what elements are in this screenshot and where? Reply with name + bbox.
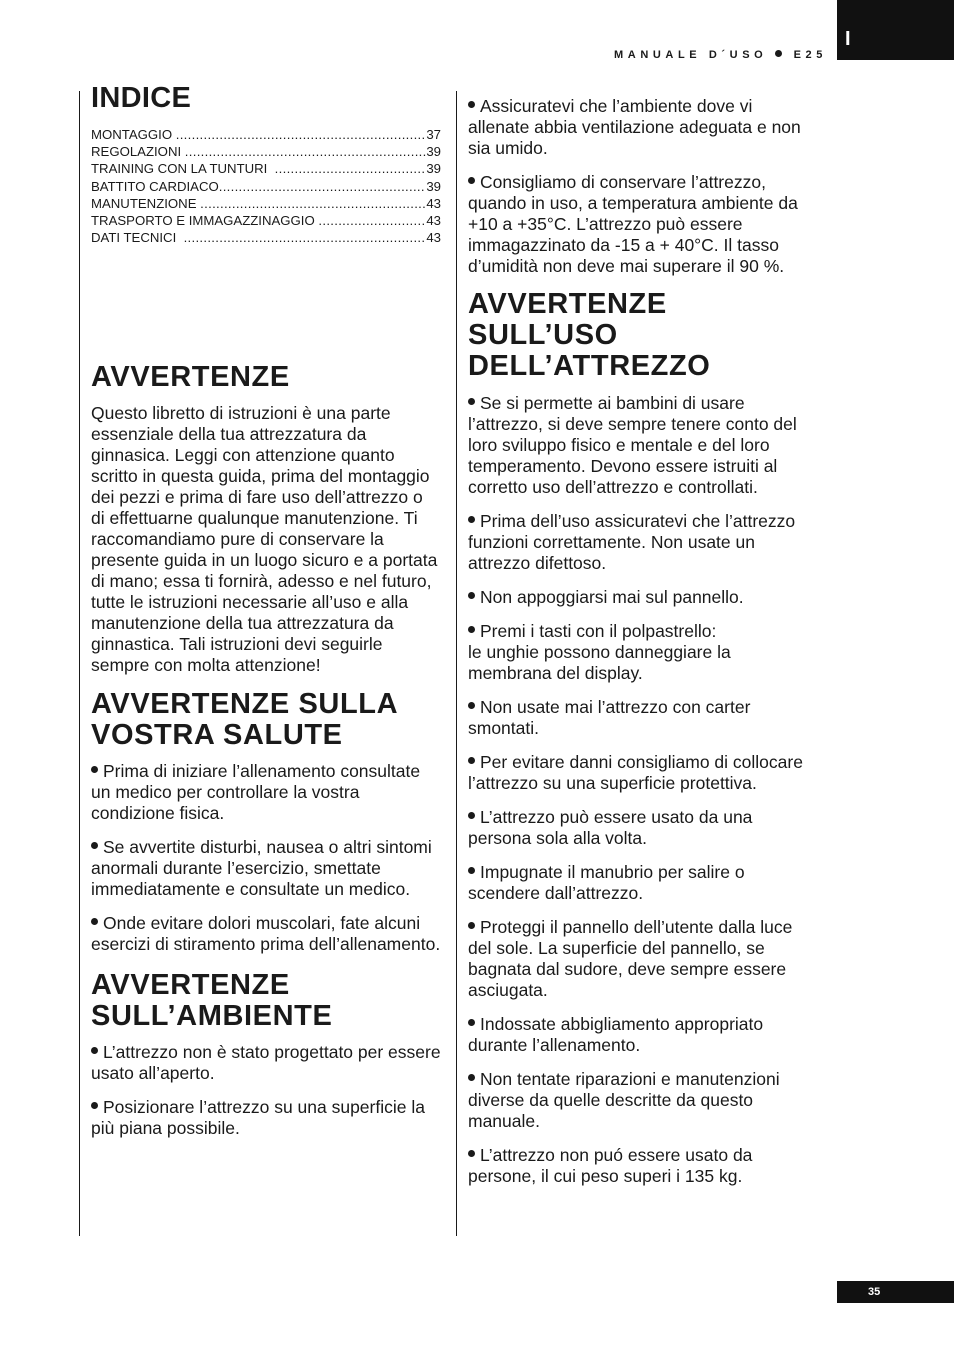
- bullet-dot-icon: [91, 1047, 98, 1054]
- bullet-dot-icon: [91, 842, 98, 849]
- environment-item: [91, 1042, 441, 1084]
- toc-entry-label: DATI TECNICI: [91, 230, 184, 246]
- bullet-dot-icon: [468, 177, 475, 184]
- right-column: [468, 96, 818, 1187]
- health-item-text: Onde evitare dolori muscolari, fate alcuni esercizi di stiramento prima dell’allenamento.: [91, 913, 441, 955]
- toc-entry-label: TRAINING CON LA TUNTURI: [91, 161, 275, 177]
- language-tab: [837, 0, 954, 60]
- usage-item-text: Non tentate riparazioni e manutenzioni diverse da quelle descritte da questo manuale.: [468, 1069, 780, 1131]
- toc-leader: [219, 178, 427, 195]
- environment-title: [91, 970, 441, 1032]
- usage-item-text: Impugnate il manubrio per salire o scendere dall’attrezzo.: [468, 862, 745, 903]
- usage-item: [468, 393, 818, 498]
- usage-title-line2: SULL’USO: [468, 319, 618, 351]
- left-column-rule: [79, 91, 80, 1236]
- environment-item: [468, 96, 818, 159]
- toc-entry-page: 37: [426, 127, 441, 142]
- usage-item-text: Indossate abbigliamento appropriato durante l’allenamento.: [468, 1014, 764, 1055]
- bullet-dot-icon: [468, 101, 475, 108]
- bullet-dot-icon: [91, 766, 98, 773]
- toc-entry-page: 43: [426, 195, 441, 211]
- toc-entry-page: 39: [426, 178, 441, 194]
- usage-item: [468, 752, 818, 794]
- usage-title-line1: AVVERTENZE: [468, 288, 667, 320]
- health-title: [91, 689, 441, 751]
- environment-item: [468, 172, 818, 277]
- bullet-dot-icon: [468, 757, 475, 764]
- environment-item-text: L’attrezzo non è stato progettato per essere usato all’aperto.: [91, 1042, 441, 1084]
- toc-entry-label: MONTAGGIO: [91, 127, 176, 142]
- usage-item-text: Proteggi il pannello dell’utente dalla luce del sole. La superficie del pannello, se bagnata dal sudore, deve sempre essere asciugata.: [468, 917, 793, 1000]
- bullet-dot-icon: [468, 1150, 475, 1157]
- warnings-body: Questo libretto di istruzioni è una parte essenziale della tua attrezzatura da ginnasica. Leggi con attenzione quanto scritto in questa guida, prima del montaggio dei pezzi e prima di fare uso dell’attrezzo o di effettuarne qualunque manutenzione. Ti raccomandiamo pure di conservare la presente guida in un luogo sicuro e a portata di mano; essa ti fornirà, adesso e nel futuro, tutte le istruzioni necessarie all’uso e alla manutenzione della tua attrezzatura da ginnastica. Tali istruzioni devi seguirle sempre con molta attenzione!: [91, 403, 438, 676]
- usage-item: [468, 1014, 818, 1056]
- bullet-dot-icon: [468, 592, 475, 599]
- health-item: [91, 837, 441, 900]
- language-tab-label: I: [845, 28, 851, 50]
- usage-item: [468, 917, 818, 1001]
- usage-item: [468, 621, 818, 684]
- usage-item-text: Premi i tasti con il polpastrello: le unghie possono danneggiare la membrana del display.: [468, 621, 731, 683]
- health-title-line2: VOSTRA SALUTE: [91, 719, 343, 752]
- manual-label: MANUALE D´USO: [614, 49, 768, 61]
- bullet-dot-icon: [468, 922, 475, 929]
- toc-leader: [184, 229, 427, 246]
- toc-entry-label: TRASPORTO E IMMAGAZZINAGGIO: [91, 213, 319, 229]
- bullet-dot-icon: [468, 1074, 475, 1081]
- toc-entry-label: MANUTENZIONE: [91, 195, 201, 211]
- bullet-dot-icon: [91, 1102, 98, 1109]
- running-header: [614, 49, 827, 61]
- left-column: [91, 82, 441, 1139]
- bullet-dot-icon: [468, 626, 475, 633]
- bullet-dot-icon: [468, 867, 475, 874]
- health-title-line1: AVVERTENZE SULLA: [91, 688, 399, 721]
- bullet-dot-icon: [775, 50, 782, 57]
- toc-leader: [185, 143, 427, 160]
- environment-item-text: Consigliamo di conservare l’attrezzo, quando in uso, a temperatura ambiente da +10 a +35°C. L’attrezzo può essere immagazzinato da -15 a + 40°C. Il tasso d’umidità non deve mai superare il 90 %.: [468, 172, 798, 276]
- usage-item: [468, 511, 818, 574]
- usage-item-text: Non usate mai l’attrezzo con carter smontati.: [468, 697, 751, 738]
- usage-item-text: Per evitare danni consigliamo di collocare l’attrezzo su una superficie protettiva.: [468, 752, 803, 793]
- environment-item-text: Posizionare l’attrezzo su una superficie la più piana possibile.: [91, 1097, 425, 1139]
- model-label: E25: [793, 49, 827, 61]
- warnings-title: AVVERTENZE: [91, 361, 290, 394]
- environment-title-line2: SULL’AMBIENTE: [91, 1000, 333, 1033]
- toc-entry-page: 39: [426, 161, 441, 177]
- health-item-text: Se avvertite disturbi, nausea o altri sintomi anormali durante l’esercizio, smettate immediatamente e consultate un medico.: [91, 837, 432, 900]
- toc-entry[interactable]: [91, 126, 441, 143]
- toc-entry-label: REGOLAZIONI: [91, 144, 185, 160]
- index-title: INDICE: [91, 82, 192, 114]
- usage-item: [468, 1145, 818, 1187]
- usage-item-text: L’attrezzo non puó essere usato da persone, il cui peso superi i 135 kg.: [468, 1145, 753, 1186]
- toc-leader: [275, 160, 427, 177]
- environment-item: [91, 1097, 441, 1139]
- toc-entry[interactable]: [91, 229, 441, 246]
- usage-item-text: Prima dell’uso assicuratevi che l’attrezzo funzioni correttamente. Non usate un attrezzo difettoso.: [468, 511, 796, 573]
- bullet-dot-icon: [468, 398, 475, 405]
- usage-item: [468, 587, 818, 608]
- health-item-text: Prima di iniziare l’allenamento consultate un medico per controllare la vostra condizione fisica.: [91, 761, 421, 824]
- toc-entry-page: 43: [426, 213, 441, 229]
- environment-title-line1: AVVERTENZE: [91, 969, 290, 1002]
- toc-entry-label: BATTITO CARDIACO: [91, 178, 219, 194]
- health-item: [91, 761, 441, 824]
- table-of-contents: [91, 126, 441, 246]
- toc-leader: [176, 126, 427, 143]
- usage-item: [468, 862, 818, 904]
- page-number-tab: [837, 1281, 954, 1303]
- usage-item: [468, 697, 818, 739]
- toc-entry[interactable]: [91, 143, 441, 160]
- toc-entry-page: 39: [426, 144, 441, 160]
- usage-item-text: Non appoggiarsi mai sul pannello.: [480, 587, 744, 607]
- center-column-rule: [456, 91, 457, 1236]
- toc-entry[interactable]: [91, 212, 441, 229]
- bullet-dot-icon: [468, 1019, 475, 1026]
- environment-item-text: Assicuratevi che l’ambiente dove vi allenate abbia ventilazione adeguata e non sia umido.: [468, 96, 801, 158]
- toc-leader: [318, 212, 426, 229]
- health-item: [91, 913, 441, 955]
- bullet-dot-icon: [468, 812, 475, 819]
- bullet-dot-icon: [468, 702, 475, 709]
- bullet-dot-icon: [91, 918, 98, 925]
- usage-title: [468, 289, 818, 382]
- toc-entry-page: 43: [426, 230, 441, 246]
- usage-item-text: Se si permette ai bambini di usare l’attrezzo, si deve sempre tenere conto del loro sviluppo fisico e mentale e del loro temperamento. Devono essere istruiti al corretto uso dell’attrezzo e controllati.: [468, 393, 797, 497]
- page-number: 35: [868, 1286, 881, 1298]
- toc-entry[interactable]: [91, 160, 441, 177]
- bullet-dot-icon: [468, 516, 475, 523]
- usage-title-line3: DELL’ATTREZZO: [468, 350, 711, 382]
- usage-item: [468, 1069, 818, 1132]
- toc-entry[interactable]: [91, 178, 441, 195]
- usage-item: [468, 807, 818, 849]
- usage-item-text: L’attrezzo può essere usato da una persona sola alla volta.: [468, 807, 753, 848]
- toc-leader: [200, 195, 426, 212]
- toc-entry[interactable]: [91, 195, 441, 212]
